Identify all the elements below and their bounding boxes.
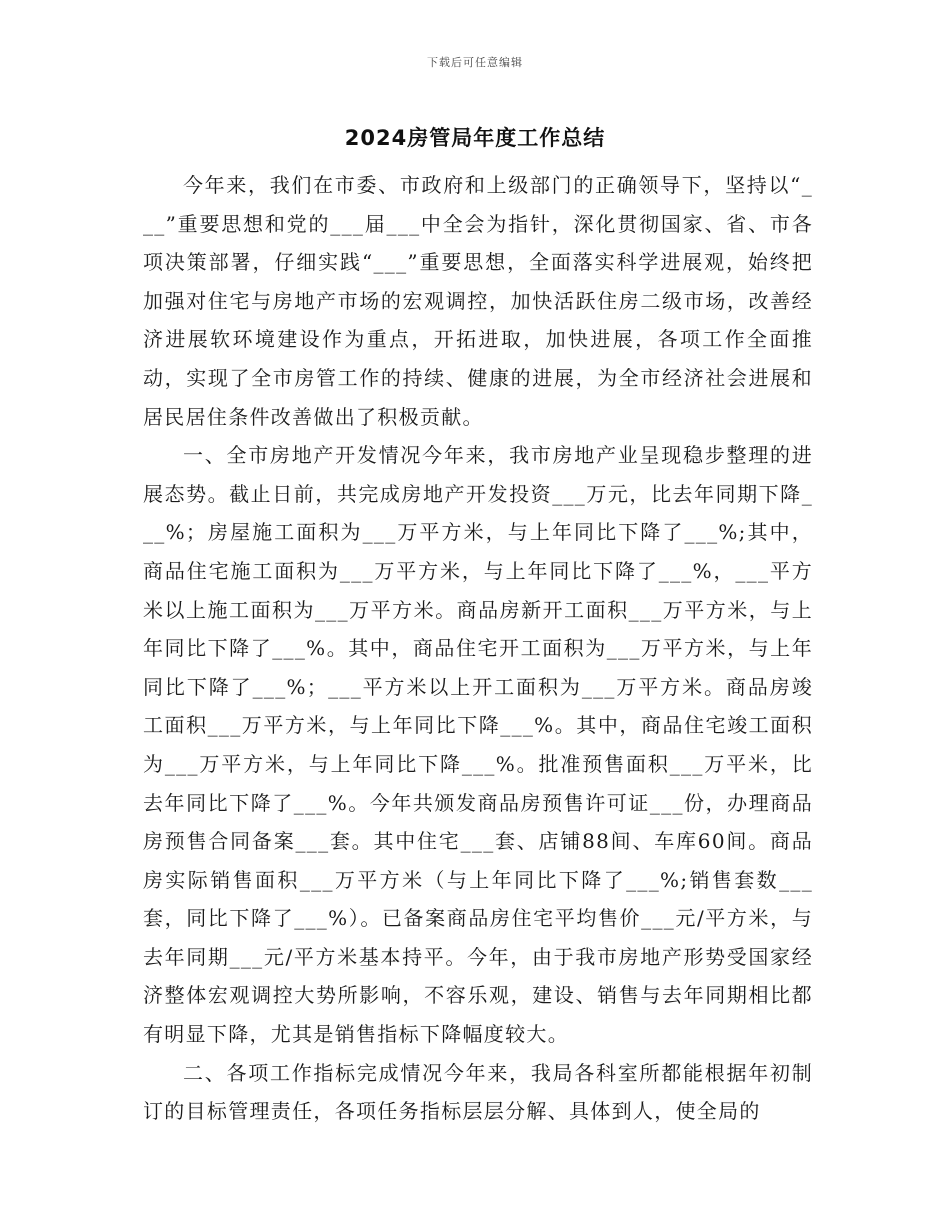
document-title: 2024房管局年度工作总结 <box>344 126 606 150</box>
paragraph-section-2: 二、各项工作指标完成情况今年来，我局各科室所都能根据年初制订的目标管理责任，各项任务指标层层分解、具体到人，使全局的 <box>143 1060 813 1124</box>
document-body <box>143 166 813 1131</box>
download-note: 下载后可任意编辑 <box>427 56 523 69</box>
paragraph-intro: 今年来，我们在市委、市政府和上级部门的正确领导下，坚持以“___”重要思想和党的___届___中全会为指针，深化贯彻国家、省、市各项决策部署，仔细实践“___”重要思想，全面落实科学进展观，始终把加强对住宅与房地产市场的宏观调控，加快活跃住房二级市场，改善经济进展软环境建设作为重点，开拓进取，加快进展，各项工作全面推动，实现了全市房管工作的持续、健康的进展，为全市经济社会进展和居民居住条件改善做出了积极贡献。 <box>143 173 813 429</box>
paragraph-section-1: 一、全市房地产开发情况今年来，我市房地产业呈现稳步整理的进展态势。截止日前，共完成房地产开发投资___万元，比去年同期下降___%；房屋施工面积为___万平方米，与上年同比下降了___%;其中，商品住宅施工面积为___万平方米，与上年同比下降了___%，___平方米以上施工面积为___万平方米。商品房新开工面积___万平方米，与上年同比下降了___%。其中，商品住宅开工面积为___万平方米，与上年同比下降了___%；___平方米以上开工面积为___万平方米。商品房竣工面积___万平方米，与上年同比下降___%。其中，商品住宅竣工面积为___万平方米，与上年同比下降___%。批准预售面积___万平米，比去年同比下降了___%。今年共颁发商品房预售许可证___份，办理商品房预售合同备案___套。其中住宅___套、店铺88间、车库60间。商品房实际销售面积___万平方米（与上年同比下降了___%;销售套数___套，同比下降了___%）。已备案商品房住宅平均售价___元/平方米，与去年同期___元/平方米基本持平。今年，由于我市房地产形势受国家经济整体宏观调控大势所影响，不容乐观，建设、销售与去年同期相比都有明显下降，尤其是销售指标下降幅度较大。 <box>143 443 813 1047</box>
